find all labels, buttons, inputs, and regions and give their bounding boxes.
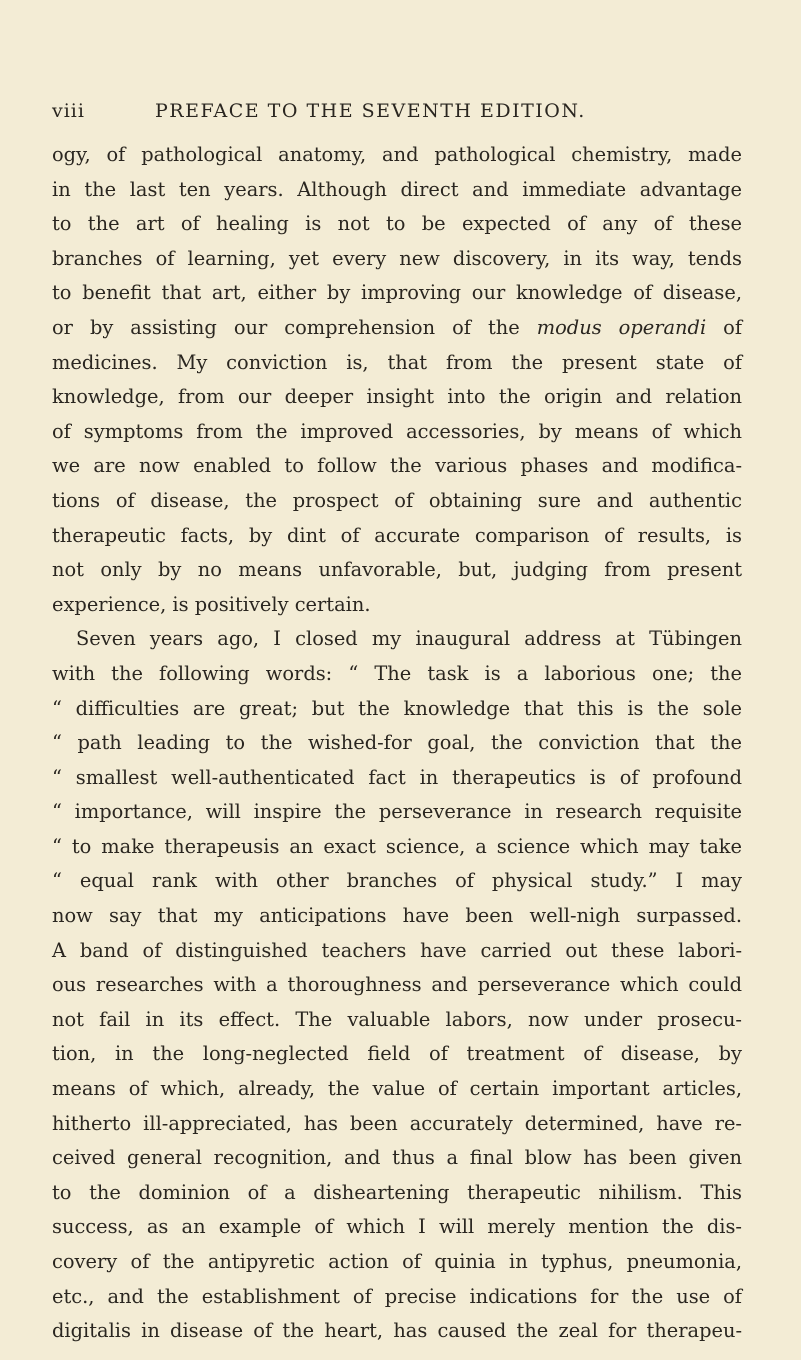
text-line: hitherto ill-appreciated, has been accurately determined, have re- [52,1111,742,1135]
quoted-line: “ importance, will inspire the perseverance in research requisite [52,800,742,824]
quoted-line: “ equal rank with other branches of physical study.” I may [52,869,742,893]
text-line: now say that my anticipations have been well-nigh surpassed. [52,904,742,928]
body-text [52,138,742,1349]
text-line: branches of learning, yet every new discovery, in its way, tends [52,246,742,270]
text-fragment: of [723,315,743,339]
text-line: knowledge, from our deeper insight into the origin and relation [52,385,742,409]
text-line: digitalis in disease of the heart, has caused the zeal for therapeu- [52,1319,742,1343]
text-line: to the dominion of a disheartening therapeutic nihilism. This [52,1180,742,1204]
italic-phrase: modus operandi [536,315,707,339]
text-line: ous researches with a thoroughness and perseverance which could [52,973,742,997]
running-title: PREFACE TO THE SEVENTH EDITION. [155,100,586,122]
text-line: not fail in its effect. The valuable labors, now under prosecu- [52,1007,742,1031]
text-line: ogy, of pathological anatomy, and pathological chemistry, made [52,143,742,166]
text-line: means of which, already, the value of certain important articles, [52,1077,742,1101]
text-line: ceived general recognition, and thus a final blow has been given [52,1146,742,1170]
text-line: success, as an example of which I will merely mention the dis- [52,1215,742,1239]
text-line: to benefit that art, either by improving our knowledge of disease, [52,281,742,305]
text-line: covery of the antipyretic action of quinia in typhus, pneumonia, [52,1250,742,1273]
text-line [52,311,742,346]
text-line: tion, in the long-neglected field of treatment of disease, by [52,1042,742,1066]
text-line: etc., and the establishment of precise indications for the use of [52,1284,742,1308]
text-line: experience, is positively certain. [52,592,371,616]
running-head [52,100,752,130]
text-line: A band of distinguished teachers have carried out these labori- [52,938,742,962]
text-fragment: or by assisting our comprehension of the [52,315,520,339]
text-line: not only by no means unfavorable, but, judging from present [52,558,742,582]
text-line: tions of disease, the prospect of obtaining sure and authentic [52,488,742,512]
text-line: medicines. My conviction is, that from the present state of [52,350,742,374]
quoted-line: “ to make therapeusis an exact science, a science which may take [52,834,742,858]
text-line: we are now enabled to follow the various phases and modifica- [52,454,742,478]
text-line: in the last ten years. Although direct and immediate advantage [52,177,742,201]
quoted-line: “ smallest well-authenticated fact in therapeutics is of profound [52,765,742,789]
quoted-line: “ difficulties are great; but the knowledge that this is the sole [52,696,742,720]
text-line: of symptoms from the improved accessories, by means of which [52,419,742,443]
text-line: to the art of healing is not to be expected of any of these [52,212,742,236]
quoted-line: “ path leading to the wished-for goal, the conviction that the [52,731,742,755]
paragraph-start-line: Seven years ago, I closed my inaugural address at Tübingen [76,627,742,651]
page-number: viii [52,100,85,122]
text-line: with the following words: “ The task is a laborious one; the [52,661,742,685]
text-line: therapeutic facts, by dint of accurate comparison of results, is [52,523,742,547]
